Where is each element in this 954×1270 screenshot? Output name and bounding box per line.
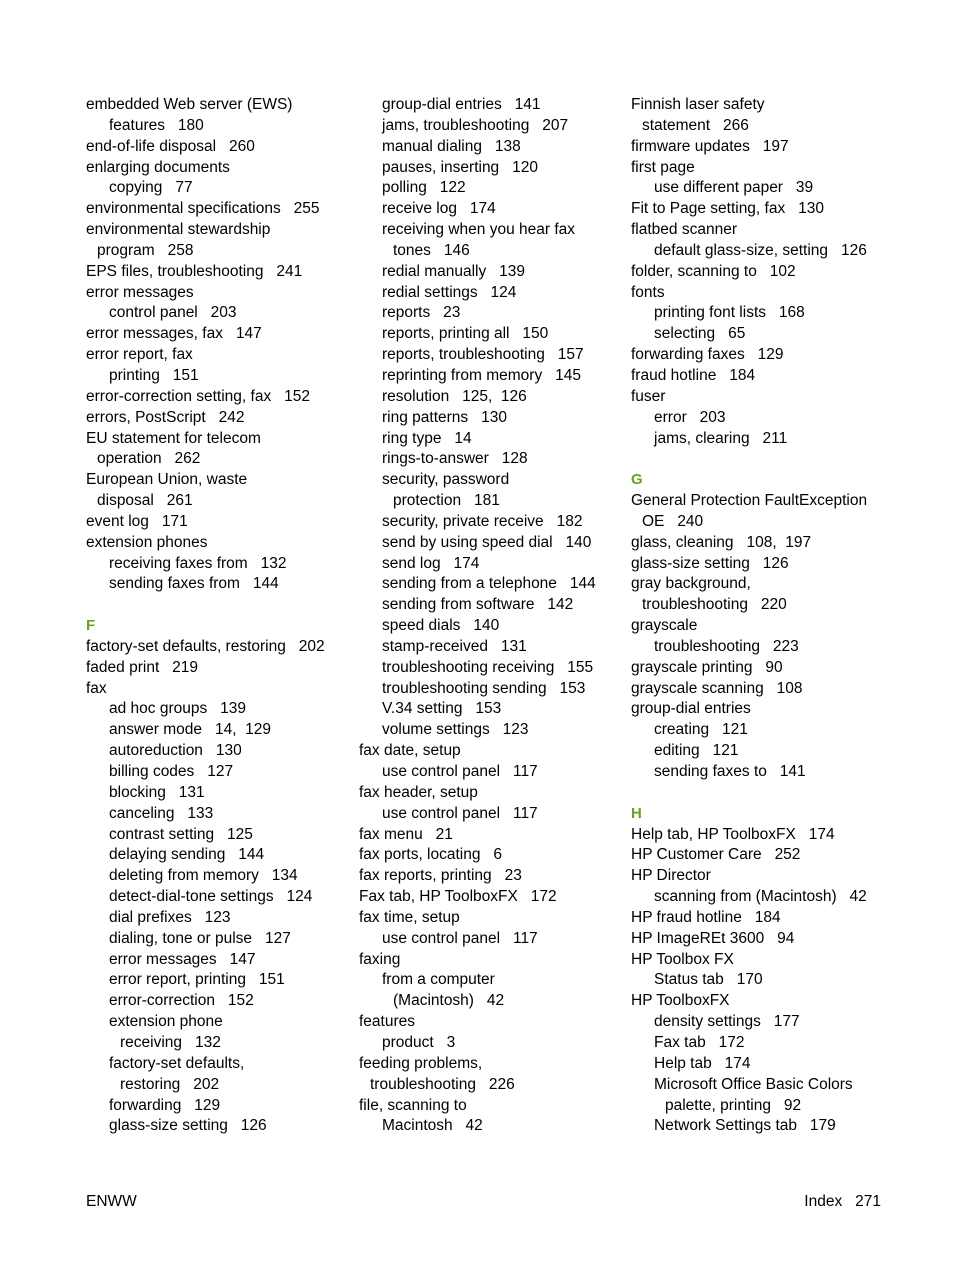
index-subentry: contrast setting 125	[109, 825, 253, 843]
index-subentry: Microsoft Office Basic Colors	[654, 1075, 853, 1093]
index-entry: file, scanning to	[359, 1096, 467, 1114]
index-subentry: control panel 203	[109, 304, 237, 322]
index-entry: disposal 261	[97, 492, 193, 510]
index-entry: flatbed scanner	[631, 221, 737, 239]
index-subentry: error messages 147	[109, 950, 256, 968]
index-subentry: Fax tab 172	[654, 1033, 745, 1051]
index-entry: feeding problems,	[359, 1054, 483, 1072]
index-entry: extension phones	[86, 533, 208, 551]
index-column-1	[86, 95, 348, 1137]
section-letter: G	[631, 471, 643, 489]
index-subentry: printing font lists 168	[654, 304, 805, 322]
index-column-3	[631, 95, 893, 1137]
index-subentry: ring patterns 130	[382, 408, 507, 426]
index-subentry: delaying sending 144	[109, 846, 265, 864]
index-subentry: billing codes 127	[109, 763, 234, 780]
index-subentry: jams, troubleshooting 207	[382, 116, 569, 134]
index-entry: fax reports, printing 23	[359, 867, 522, 885]
index-subentry: ring type 14	[382, 429, 472, 447]
index-subentry: Status tab 170	[654, 971, 763, 989]
index-subentry: from a computer	[382, 971, 495, 989]
index-subentry: error-correction 152	[109, 992, 254, 1010]
index-entry: forwarding faxes 129	[631, 346, 784, 364]
index-subentry: V.34 setting 153	[382, 700, 502, 718]
index-entry: fax menu 21	[359, 825, 453, 843]
index-entry: Fit to Page setting, fax 130	[631, 200, 825, 218]
index-subentry: autoreduction 130	[109, 742, 242, 760]
index-entry: operation 262	[97, 450, 201, 468]
index-entry: folder, scanning to 102	[631, 262, 796, 280]
index-subentry: creating 121	[654, 721, 748, 739]
index-entry: faxing	[359, 950, 401, 968]
index-subentry: ad hoc groups 139	[109, 700, 247, 718]
index-subentry: redial manually 139	[382, 262, 526, 280]
index-entry: fonts	[631, 283, 665, 301]
index-subentry: glass-size setting 126	[109, 1117, 267, 1135]
index-entry: grayscale printing 90	[631, 658, 783, 676]
index-entry: error report, fax	[86, 346, 193, 364]
index-subentry: troubleshooting 223	[654, 637, 799, 655]
index-subentry: group-dial entries 141	[382, 96, 541, 113]
index-subentry: error report, printing 151	[109, 971, 285, 989]
section-gap	[631, 783, 893, 804]
index-subentry: density settings 177	[654, 1013, 800, 1031]
index-subentry: use control panel 117	[382, 763, 538, 780]
index-subentry: blocking 131	[109, 783, 205, 801]
index-subentry: tones 146	[393, 241, 470, 259]
index-subentry: use control panel 117	[382, 804, 538, 822]
section-gap	[86, 595, 348, 616]
index-entry: end-of-life disposal 260	[86, 137, 255, 155]
index-entry: enlarging documents	[86, 158, 230, 176]
index-entry: fax	[86, 679, 107, 697]
index-subentry: rings-to-answer 128	[382, 450, 528, 468]
index-entry: error-correction setting, fax 152	[86, 387, 310, 405]
index-subentry: forwarding 129	[109, 1096, 221, 1114]
index-subentry: detect-dial-tone settings 124	[109, 888, 313, 906]
index-subentry: answer mode 14, 129	[109, 721, 271, 739]
index-subentry: restoring 202	[120, 1075, 220, 1093]
index-subentry: Macintosh 42	[382, 1117, 483, 1135]
index-subentry: volume settings 123	[382, 721, 529, 739]
index-subentry: selecting 65	[654, 325, 746, 343]
index-entry: statement 266	[642, 116, 749, 134]
index-subentry: copying 77	[109, 179, 193, 197]
index-entry: troubleshooting 220	[642, 596, 787, 614]
index-subentry: editing 121	[654, 742, 739, 760]
index-entry: HP Director	[631, 867, 711, 885]
index-entry: HP Toolbox FX	[631, 950, 734, 968]
index-subentry: printing 151	[109, 366, 199, 384]
index-entry: gray background,	[631, 575, 751, 593]
index-entry: fraud hotline 184	[631, 366, 756, 384]
index-entry: errors, PostScript 242	[86, 408, 245, 426]
index-subentry: features 180	[109, 116, 204, 134]
index-subentry: deleting from memory 134	[109, 867, 298, 885]
index-subentry: factory-set defaults,	[109, 1054, 245, 1072]
index-entry: grayscale	[631, 617, 698, 635]
index-subentry: use different paper 39	[654, 179, 814, 197]
index-subentry: receiving when you hear fax	[382, 221, 576, 239]
index-entry: fuser	[631, 387, 666, 405]
index-entry: EPS files, troubleshooting 241	[86, 262, 303, 280]
index-entry: Fax tab, HP ToolboxFX 172	[359, 888, 557, 906]
index-entry: OE 240	[642, 512, 704, 530]
index-subentry: pauses, inserting 120	[382, 158, 538, 176]
index-entry: EU statement for telecom	[86, 429, 261, 447]
index-entry: glass-size setting 126	[631, 554, 789, 572]
index-entry: European Union, waste	[86, 471, 248, 489]
index-entry: fax time, setup	[359, 908, 460, 926]
index-subentry: security, password	[382, 471, 510, 489]
index-entry: fax header, setup	[359, 783, 478, 801]
index-entry: error messages	[86, 283, 194, 301]
index-entry: error messages, fax 147	[86, 325, 262, 343]
index-entry: faded print 219	[86, 658, 199, 676]
index-subentry: dialing, tone or pulse 127	[109, 929, 291, 947]
index-subentry: (Macintosh) 42	[393, 992, 505, 1010]
index-subentry: stamp-received 131	[382, 637, 527, 655]
index-subentry: product 3	[382, 1033, 456, 1051]
index-subentry: use control panel 117	[382, 929, 538, 947]
index-entry: glass, cleaning 108, 197	[631, 533, 812, 551]
index-subentry: receiving faxes from 132	[109, 554, 287, 572]
index-subentry: dial prefixes 123	[109, 908, 231, 926]
index-entry: troubleshooting 226	[370, 1075, 515, 1093]
index-subentry: reports, printing all 150	[382, 325, 549, 343]
index-entry: program 258	[97, 241, 194, 259]
index-subentry: extension phone	[109, 1013, 223, 1031]
index-entry: event log 171	[86, 512, 188, 530]
index-entry: Help tab, HP ToolboxFX 174	[631, 825, 835, 843]
index-entry: HP ToolboxFX	[631, 992, 730, 1010]
footer-left-label: ENWW	[86, 1193, 137, 1210]
index-subentry: canceling 133	[109, 804, 214, 822]
index-subentry: sending faxes from 144	[109, 575, 279, 593]
index-subentry: reprinting from memory 145	[382, 366, 581, 384]
index-entry: HP ImageREt 3600 94	[631, 929, 795, 947]
index-entry: fax ports, locating 6	[359, 846, 503, 864]
index-entry: group-dial entries	[631, 700, 751, 718]
index-subentry: sending from a telephone 144	[382, 575, 596, 593]
index-entry: HP Customer Care 252	[631, 846, 801, 864]
index-subentry: troubleshooting sending 153	[382, 679, 586, 697]
index-entry: Finnish laser safety	[631, 96, 765, 113]
index-subentry: sending faxes to 141	[654, 763, 806, 780]
index-entry: firmware updates 197	[631, 137, 789, 155]
index-entry: features	[359, 1013, 416, 1031]
index-subentry: reports, troubleshooting 157	[382, 346, 584, 364]
footer-page-label: Index 271	[804, 1193, 881, 1210]
index-subentry: manual dialing 138	[382, 137, 521, 155]
index-subentry: polling 122	[382, 179, 466, 197]
index-entry: environmental stewardship	[86, 221, 271, 239]
index-entry: environmental specifications 255	[86, 200, 320, 218]
index-entry: first page	[631, 158, 695, 176]
index-subentry: reports 23	[382, 304, 461, 322]
index-subentry: resolution 125, 126	[382, 387, 527, 405]
index-entry: grayscale scanning 108	[631, 679, 803, 697]
index-subentry: send by using speed dial 140	[382, 533, 592, 551]
index-entry: embedded Web server (EWS)	[86, 96, 293, 113]
index-subentry: troubleshooting receiving 155	[382, 658, 594, 676]
index-subentry: scanning from (Macintosh) 42	[654, 888, 867, 906]
index-subentry: protection 181	[393, 492, 500, 510]
section-gap	[631, 449, 893, 470]
index-subentry: jams, clearing 211	[654, 429, 788, 447]
index-subentry: redial settings 124	[382, 283, 517, 301]
index-column-2	[359, 95, 621, 1137]
index-subentry: error 203	[654, 408, 726, 426]
index-subentry: receive log 174	[382, 200, 496, 218]
index-entry: General Protection FaultException	[631, 492, 868, 510]
index-subentry: speed dials 140	[382, 617, 500, 635]
index-subentry: Help tab 174	[654, 1054, 751, 1072]
index-subentry: send log 174	[382, 554, 480, 572]
index-subentry: receiving 132	[120, 1033, 221, 1051]
index-entry: fax date, setup	[359, 742, 461, 760]
index-subentry: security, private receive 182	[382, 512, 583, 530]
index-entry: factory-set defaults, restoring 202	[86, 637, 325, 655]
index-subentry: sending from software 142	[382, 596, 574, 614]
index-subentry: palette, printing 92	[665, 1096, 802, 1114]
section-letter: F	[86, 617, 96, 635]
index-entry: HP fraud hotline 184	[631, 908, 781, 926]
index-subentry: Network Settings tab 179	[654, 1117, 836, 1135]
section-letter: H	[631, 804, 642, 822]
index-subentry: default glass-size, setting 126	[654, 241, 867, 259]
